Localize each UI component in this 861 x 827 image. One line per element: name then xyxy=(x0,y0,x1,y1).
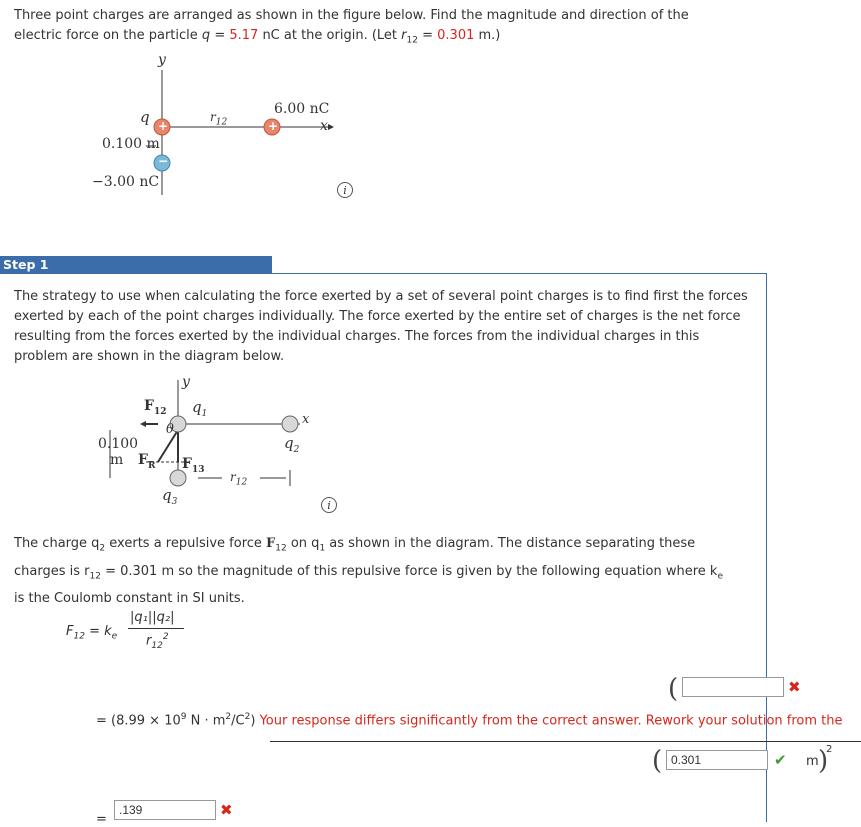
coulomb-constant-row: = ($8.99 \times 10^9$ $N \cdot m^2/C^2$) Your response differs significantly from the correct answer. Rework your solution from the xyxy=(96,712,843,729)
q2-label: $q_2$ xyxy=(284,434,300,455)
unit-m: m xyxy=(806,754,819,769)
step-banner: Step 1 xyxy=(0,256,272,274)
numerator-incorrect-icon: ✖ xyxy=(788,678,801,696)
r12-label-2: $r_{12}$ xyxy=(230,470,248,488)
plus-sign-q: + xyxy=(158,119,169,133)
q1-label: $q_1$ xyxy=(192,398,208,419)
strategy-paragraph: The strategy to use when calculating the force exerted by a set of several point charges is to find first the forces exerted by each of the point charges individually. The force exerted by the entire set of charges is the net force resulting from the forces exerted by the individual charges. The forces from the individual charges in this problem are shown in the diagram below. xyxy=(14,289,748,364)
result-incorrect-icon: ✖ xyxy=(220,801,233,819)
problem-line-1: Three point charges are arranged as shown in the figure below. Find the magnitude and direction of the xyxy=(14,8,689,23)
denominator-open-paren: ( xyxy=(652,746,663,776)
formula-numerator: |q₁||q₂| xyxy=(130,610,175,625)
plus-sign-charge2: + xyxy=(268,119,279,133)
step-border-right xyxy=(766,273,767,822)
q2-sphere xyxy=(282,416,298,432)
F13-vector-label: $F_{13}$ xyxy=(182,456,205,475)
FR-vector-label: $F_R$ xyxy=(138,452,156,471)
result-input[interactable] xyxy=(114,800,216,820)
distance-label-2-bot: m xyxy=(110,452,124,468)
distance-label-2-top: 0.100 xyxy=(98,436,139,452)
q3-label: $q_3$ xyxy=(162,486,178,507)
step-border-top xyxy=(272,273,767,274)
fraction-bar xyxy=(128,628,184,629)
problem-statement xyxy=(14,6,834,51)
distance-label: 0.100 m xyxy=(102,136,160,152)
figure-charges xyxy=(80,50,360,210)
r12-value: 0.301 xyxy=(437,28,475,43)
formula-denominator: $r_{12}^2$ xyxy=(146,632,169,651)
q-label: q xyxy=(140,108,150,126)
answer-fraction-bar xyxy=(270,741,861,742)
denominator-close-paren: ) xyxy=(818,746,829,776)
y-axis-label: y xyxy=(158,52,166,68)
problem-line-2: electric force on the particle q = 5.17 nC at the origin. (Let $r_{12} = 0.301$ m.) xyxy=(14,28,501,46)
theta-label: θ xyxy=(166,422,174,437)
r12-label: $r_{12}$ xyxy=(210,110,228,128)
q-value: 5.17 xyxy=(229,28,259,43)
figure-forces xyxy=(90,374,330,514)
result-equals: = xyxy=(96,812,107,827)
denominator-correct-icon: ✔ xyxy=(774,751,787,769)
numerator-open-paren: ( xyxy=(668,674,679,704)
numerator-input[interactable] xyxy=(682,677,784,697)
unit-exponent: 2 xyxy=(826,744,833,755)
coulomb-formula: $F_{12} = k_e$ |q₁||q₂| $r_{12}^2$ xyxy=(66,610,266,660)
denominator-input[interactable] xyxy=(666,750,768,770)
F12-vector-label: $F_{12}$ xyxy=(144,398,167,417)
charge2-label: 6.00 nC xyxy=(274,101,330,117)
x-axis-label: x xyxy=(320,118,328,134)
feedback-message: Your response differs significantly from the correct answer. Rework your solution from the xyxy=(259,713,843,729)
info-icon[interactable]: i xyxy=(337,182,353,198)
charge3-label: −3.00 nC xyxy=(92,174,160,190)
repulsive-force-paragraph: The charge $q_2$ exerts a repulsive force $F_{12}$ on $q_1$ as shown in the diagram. The distance separating these charges is $r_{12} = 0.301$ m so the magnitude of this repulsive force is given by the following equation where $k_e$ is the Coulomb constant in SI units. xyxy=(14,536,723,607)
y-axis-label-2: y xyxy=(182,374,190,390)
minus-sign-charge3: − xyxy=(158,154,169,168)
x-axis-label-2: x xyxy=(302,412,310,427)
info-icon-2[interactable]: i xyxy=(321,497,337,513)
